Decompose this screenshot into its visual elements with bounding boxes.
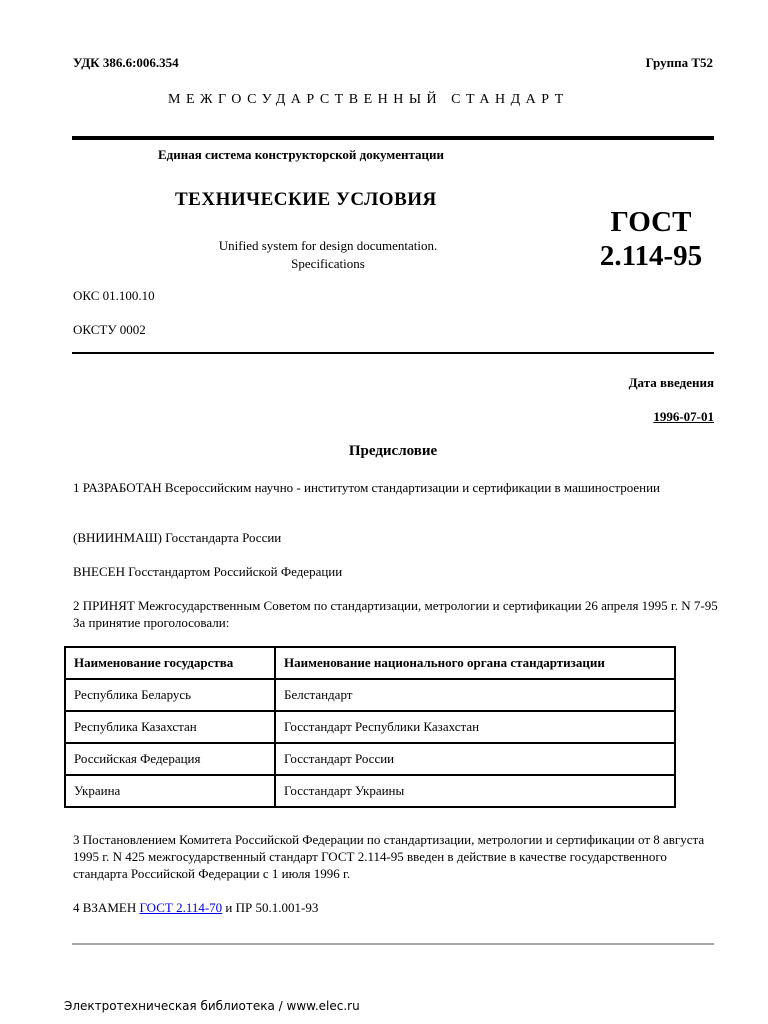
table-header-row [65,647,675,679]
preface-heading: Предисловие [348,443,438,459]
okstu-code: ОКСТУ 0002 [73,322,146,337]
footer-divider [72,943,714,945]
english-title-line2: Specifications [291,256,365,271]
table-cell-state: Украина [65,775,275,807]
eskd-subtitle: Единая система конструкторской документации [158,147,444,162]
footer-text: Электротехническая библиотека / www.elec.ru [64,999,360,1013]
column-header-body: Наименование национального органа стандартизации [275,647,675,679]
table-cell-body: Госстандарт России [275,743,675,775]
paragraph-vniinmash: (ВНИИНМАШ) Госстандарта России [73,530,282,545]
intro-date-value: 1996-07-01 [653,409,714,424]
table-cell-body: Госстандарт Республики Казахстан [275,711,675,743]
group-code: Группа Т52 [645,55,713,70]
english-title [198,237,458,273]
table-row [65,711,675,743]
table-cell-state: Республика Казахстан [65,711,275,743]
table-cell-body: Белстандарт [275,679,675,711]
paragraph-developed: 1 РАЗРАБОТАН Всероссийским научно - институтом стандартизации и сертификации в машиностроении [73,480,660,495]
paragraph-replaces [73,899,723,916]
intro-date-label: Дата введения [628,375,714,390]
replaces-prefix: 4 ВЗАМЕН [73,900,140,915]
udk-code: УДК 386.6:006.354 [73,55,179,70]
table-cell-body: Госстандарт Украины [275,775,675,807]
gost-code: 2.114-95 [599,240,703,272]
english-title-line1: Unified system for design documentation. [218,238,438,253]
gost-2-114-70-link[interactable]: ГОСТ 2.114-70 [139,900,223,915]
table-cell-state: Российская Федерация [65,743,275,775]
table-row [65,679,675,711]
column-header-state: Наименование государства [65,647,275,679]
gost-number [588,205,714,273]
table-cell-state: Республика Беларусь [65,679,275,711]
replaces-suffix: и ПР 50.1.001-93 [222,900,319,915]
gost-label: ГОСТ [610,206,692,238]
thin-divider [72,352,714,354]
paragraph-resolution: 3 Постановлением Комитета Российской Федерации по стандартизации, метрологии и сертификации от 8 августа 1995 г. N 425 межгосударственный стандарт ГОСТ 2.114-95 введен в действие в качестве государственного стандарта Российской Федерации с 1 июля 1996 г. [73,832,705,881]
interstate-standard-heading: МЕЖГОСУДАРСТВЕННЫЙ СТАНДАРТ [168,92,569,107]
paragraph-adopted: 2 ПРИНЯТ Межгосударственным Советом по стандартизации, метрологии и сертификации 26 апреля 1995 г. N 7-95 За принятие проголосовали: [73,598,718,630]
paragraph-introduced: ВНЕСЕН Госстандартом Российской Федерации [73,564,343,579]
document-title: ТЕХНИЧЕСКИЕ УСЛОВИЯ [175,189,437,210]
table-row [65,775,675,807]
voting-states-table [64,646,676,808]
oks-code: ОКС 01.100.10 [73,288,155,303]
table-row [65,743,675,775]
thick-divider [72,136,714,140]
